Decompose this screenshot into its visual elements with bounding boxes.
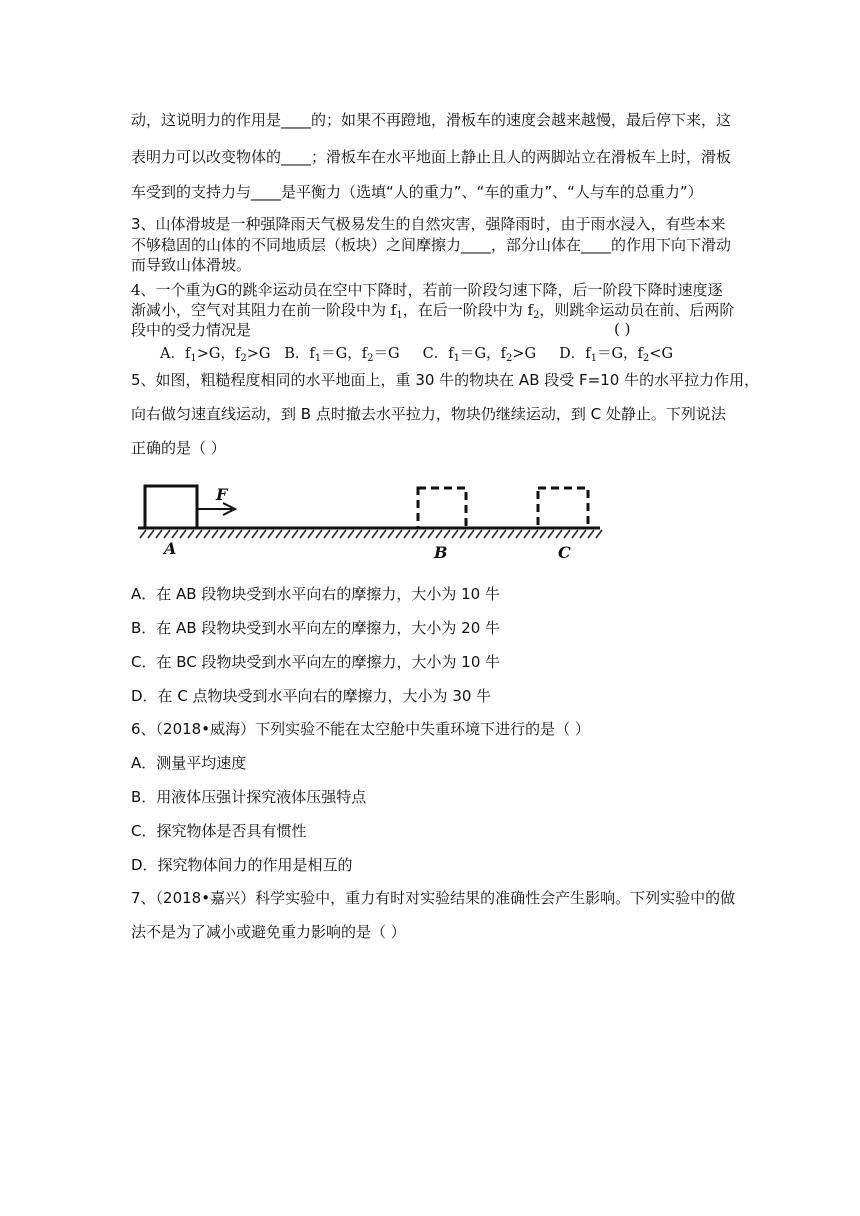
force-label: F: [216, 485, 228, 504]
block-at-b: [418, 488, 466, 528]
hatch-mark: [396, 530, 402, 538]
hatch-mark: [388, 530, 394, 538]
hatch-mark: [340, 530, 346, 538]
hatch-mark: [196, 530, 202, 538]
point-c-label: C: [558, 543, 571, 562]
hatch-mark: [300, 530, 306, 538]
hatch-mark: [348, 530, 354, 538]
q3-line-3: 而导致山体滑坡。: [131, 256, 252, 274]
hatch-mark: [484, 530, 490, 538]
hatch-mark: [436, 530, 442, 538]
q5-line-1: 5、如图，粗糙程度相同的水平地面上，重 30 牛的物块在 AB 段受 F=10 牛的水平拉力作用，: [131, 371, 760, 389]
hatch-mark: [292, 530, 298, 538]
q5-option-b[interactable]: B．在 AB 段物块受到水平向左的摩擦力，大小为 20 牛: [131, 619, 501, 637]
hatch-mark: [564, 530, 570, 538]
hatch-mark: [180, 530, 186, 538]
hatch-mark: [588, 530, 594, 538]
hatch-mark: [556, 530, 562, 538]
hatch-mark: [204, 530, 210, 538]
point-a-label: A: [164, 539, 177, 558]
hatch-mark: [316, 530, 322, 538]
hatch-mark: [260, 530, 266, 538]
q4-option-b[interactable]: B．$f_1=G$，$f_2=G$: [284, 346, 400, 364]
hatch-mark: [428, 530, 434, 538]
q4-option-c[interactable]: C．$f_1=G$，$f_2>G$: [422, 346, 537, 364]
hatch-mark: [332, 530, 338, 538]
hatch-mark: [516, 530, 522, 538]
hatch-mark: [228, 530, 234, 538]
hatch-mark: [524, 530, 530, 538]
hatch-mark: [580, 530, 586, 538]
q5-option-c[interactable]: C．在 BC 段物块受到水平向左的摩擦力，大小为 10 牛: [131, 653, 501, 671]
q2-line-2: 表明力可以改变物体的____；滑板车在水平地面上静止且人的两脚站立在滑板车上时，滑板: [131, 148, 732, 166]
q6-option-b[interactable]: B．用液体压强计探究液体压强特点: [131, 788, 367, 806]
q4-options: [160, 344, 673, 369]
block-at-a: [145, 486, 197, 528]
q5-figure: [128, 478, 608, 568]
hatch-mark: [508, 530, 514, 538]
block-at-c: [538, 488, 588, 528]
hatch-mark: [188, 530, 194, 538]
q5-line-2: 向右做匀速直线运动，到 B 点时撤去水平拉力，物块仍继续运动，到 C 处静止。下列说法: [131, 405, 726, 423]
hatch-mark: [172, 530, 178, 538]
q3-line-1: 3、山体滑坡是一种强降雨天气极易发生的自然灾害，强降雨时，由于雨水浸入，有些本来: [131, 215, 726, 233]
hatch-mark: [540, 530, 546, 538]
hatch-mark: [444, 530, 450, 538]
hatch-mark: [372, 530, 378, 538]
hatch-mark: [364, 530, 370, 538]
hatch-mark: [380, 530, 386, 538]
hatch-mark: [548, 530, 554, 538]
hatch-mark: [212, 530, 218, 538]
hatch-mark: [452, 530, 458, 538]
hatch-mark: [532, 530, 538, 538]
q4-answer-paren: ( ): [614, 320, 631, 338]
hatch-mark: [324, 530, 330, 538]
q5-option-a[interactable]: A．在 AB 段物块受到水平向右的摩擦力，大小为 10 牛: [131, 585, 500, 603]
hatch-mark: [140, 530, 146, 538]
hatch-mark: [468, 530, 474, 538]
hatch-mark: [492, 530, 498, 538]
hatch-mark: [148, 530, 154, 538]
q4-line-2: 渐减小，空气对其阻力在前一阶段中为 $f_1$，在后一阶段中为 $f_2$，则跳伞运动员在前、后两阶: [131, 301, 735, 321]
q5-option-d[interactable]: D．在 C 点物块受到水平向右的摩擦力，大小为 30 牛: [131, 687, 492, 705]
hatch-mark: [596, 530, 602, 538]
hatch-mark: [460, 530, 466, 538]
hatch-mark: [164, 530, 170, 538]
hatch-mark: [404, 530, 410, 538]
q2-line-3: 车受到的支持力与____是平衡力（选填“人的重力”、“车的重力”、“人与车的总重力”）: [131, 183, 703, 201]
hatch-mark: [572, 530, 578, 538]
q4-option-d[interactable]: D．$f_1=G$，$f_2<G$: [559, 346, 674, 364]
q6-stem: 6、（2018•威海）下列实验不能在太空舱中失重环境下进行的是（ ）: [131, 720, 590, 738]
q7-line-2: 法不是为了减小或避免重力影响的是（ ）: [131, 923, 406, 941]
q4-option-a[interactable]: A．$f_1>G$，$f_2>G$: [160, 346, 271, 364]
q4-line-1: 4、一个重为G的跳伞运动员在空中下降时，若前一阶段匀速下降，后一阶段下降时速度逐: [131, 281, 723, 299]
point-b-label: B: [434, 543, 448, 562]
hatch-mark: [236, 530, 242, 538]
hatch-mark: [420, 530, 426, 538]
hatch-mark: [220, 530, 226, 538]
q5-line-3: 正确的是（ ）: [131, 439, 226, 457]
q6-option-c[interactable]: C．探究物体是否具有惯性: [131, 822, 307, 840]
q6-option-a[interactable]: A．测量平均速度: [131, 754, 247, 772]
hatch-mark: [156, 530, 162, 538]
ground-hatching: [140, 530, 602, 538]
hatch-mark: [244, 530, 250, 538]
hatch-mark: [276, 530, 282, 538]
hatch-mark: [476, 530, 482, 538]
hatch-mark: [500, 530, 506, 538]
hatch-mark: [356, 530, 362, 538]
hatch-mark: [284, 530, 290, 538]
q6-option-d[interactable]: D．探究物体间力的作用是相互的: [131, 856, 353, 874]
q2-line-1: 动，这说明力的作用是____的；如果不再蹬地，滑板车的速度会越来越慢，最后停下来，这: [131, 111, 732, 129]
q7-line-1: 7、（2018•嘉兴）科学实验中，重力有时对实验结果的准确性会产生影响。下列实验中的做: [131, 889, 736, 907]
q3-line-2: 不够稳固的山体的不同地质层（板块）之间摩擦力____，部分山体在____的作用下向下滑动: [131, 236, 732, 254]
q4-line-3: 段中的受力情况是: [131, 321, 252, 339]
hatch-mark: [412, 530, 418, 538]
hatch-mark: [268, 530, 274, 538]
hatch-mark: [252, 530, 258, 538]
hatch-mark: [308, 530, 314, 538]
